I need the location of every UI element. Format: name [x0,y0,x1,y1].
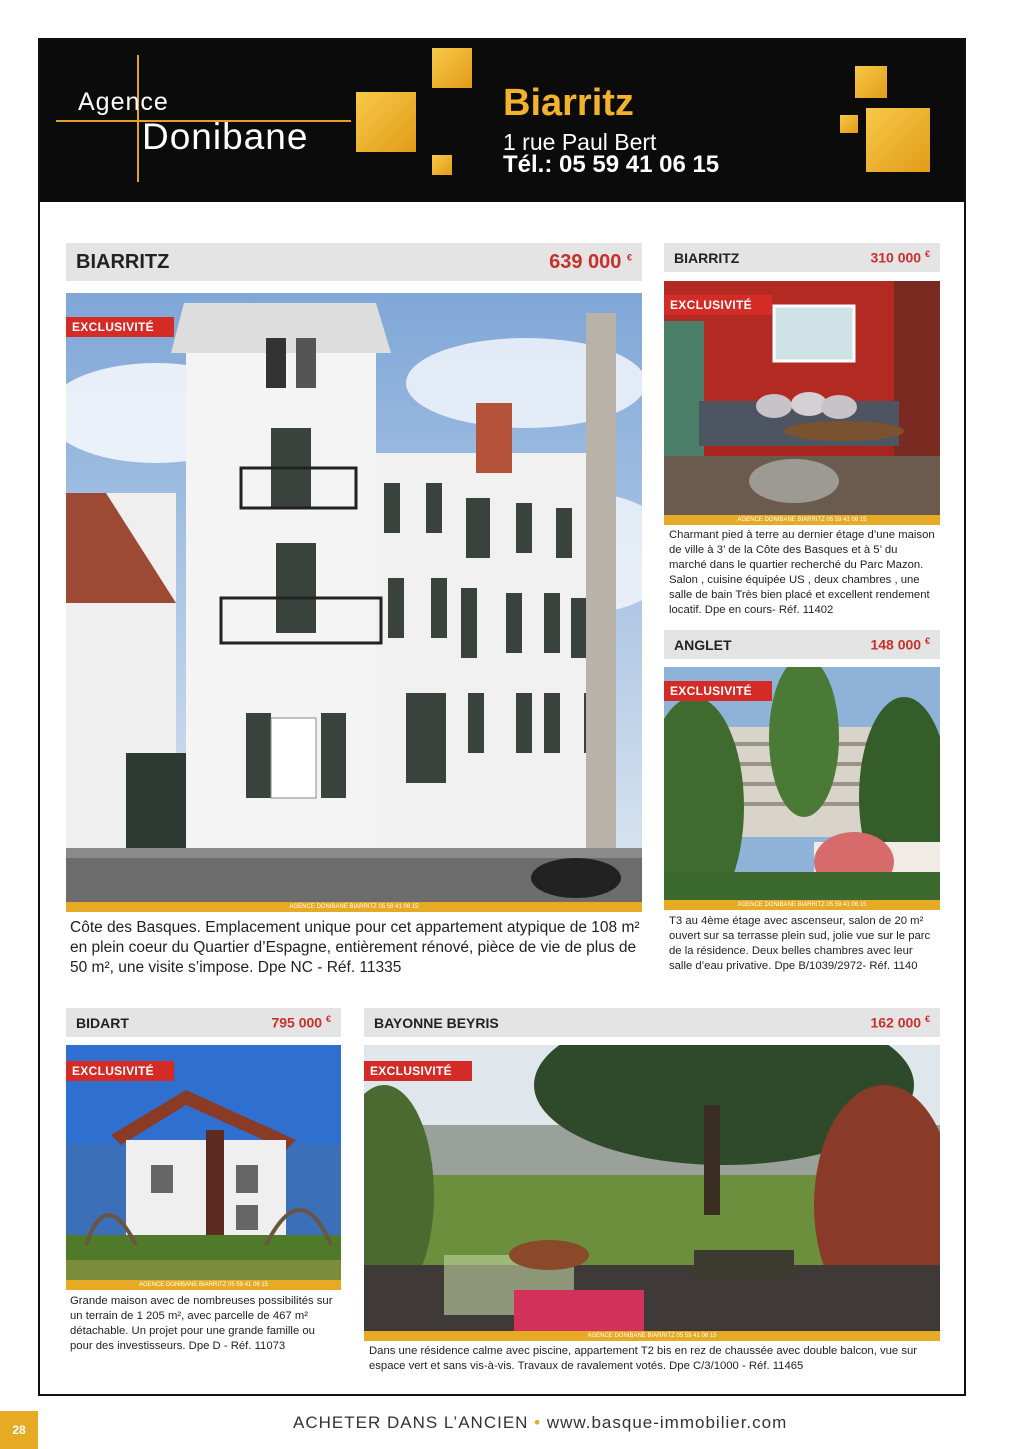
listing-location: BIARRITZ [76,250,170,273]
listing-description: Charmant pied à terre au dernier étage d’une maison de ville à 3’ de la Côte des Basques et à 5’ du marché dans le quartier recherché du Parc Mazon. Salon , cuisine équipée US , deux chambres , une salle de bain Très bien placé et excellent rendement locatif. Dpe en cours- Réf. 11402 [669,529,935,616]
building-photo-icon [66,293,642,912]
listing-title-bar [66,243,642,281]
living-room-photo-icon [664,281,940,525]
listing-location: BIARRITZ [674,249,740,266]
garden-photo-icon [364,1045,940,1341]
logo-square [432,48,472,88]
photo-credit: AGENCE DONIBANE BIARRITZ 05 59 41 06 15 [364,1331,940,1341]
logo-square [356,92,416,152]
photo-credit: AGENCE DONIBANE BIARRITZ 05 59 41 06 15 [66,1280,341,1290]
listing-price: 795 000 € [271,1014,331,1031]
page-number: 28 [0,1411,38,1449]
listing-title-bar [364,1008,940,1037]
logo-donibane-text: Donibane [142,116,309,157]
listing-location: BAYONNE BEYRIS [374,1014,499,1031]
listing-photo[interactable] [66,293,642,912]
listing-location: BIDART [76,1014,129,1031]
footer-separator: • [534,1413,542,1432]
listing-description: T3 au 4ème étage avec ascenseur, salon de 20 m² ouvert sur sa terrasse plein sud, jolie vue sur le parc de la résidence. Deux belles chambres avec leur salle d’eau privative. Dpe B/1039/2972- Réf. 1140 [669,915,931,972]
listing-title-bar [664,630,940,659]
listing-price: 310 000 € [870,249,930,266]
listing-photo[interactable] [364,1045,940,1341]
listing-location: ANGLET [674,636,732,653]
agency-phone: Tél.: 05 59 41 06 15 [503,151,720,178]
photo-credit: AGENCE DONIBANE BIARRITZ 05 59 41 06 15 [66,902,642,912]
website-link[interactable]: www.basque-immobilier.com [546,1413,788,1432]
logo-square [855,66,887,98]
exclusivity-badge: EXCLUSIVITÉ [66,1061,174,1081]
listing-description: Grande maison avec de nombreuses possibilités sur un terrain de 1 205 m², avec parcelle de 467 m² détachable. Un projet pour une grande famille ou pour des investisseurs. Dpe D - Réf. 11073 [70,1295,333,1352]
listing-price: 162 000 € [870,1014,930,1031]
footer-tagline [293,1413,787,1433]
logo-line [137,55,139,182]
exclusivity-badge: EXCLUSIVITÉ [364,1061,472,1081]
photo-credit: AGENCE DONIBANE BIARRITZ 05 59 41 06 15 [664,900,940,910]
listing-title-bar [66,1008,341,1037]
footer-tagline-text: ACHETER DANS L’ANCIEN [293,1413,529,1432]
exclusivity-badge: EXCLUSIVITÉ [664,295,772,315]
photo-credit: AGENCE DONIBANE BIARRITZ 05 59 41 06 15 [664,515,940,525]
listing-price: 148 000 € [870,636,930,653]
exclusivity-badge: EXCLUSIVITÉ [66,317,174,337]
listing-title-bar [664,243,940,272]
listing-photo[interactable] [66,1045,341,1290]
listing-description: Dans une résidence calme avec piscine, appartement T2 bis en rez de chaussée avec double balcon, vue sur espace vert et sans vis-à-vis. Travaux de ravalement votés. Dpe C/3/1000 - Réf. 11465 [369,1345,918,1372]
logo-square [432,155,452,175]
agency-address: 1 rue Paul Bert [503,129,657,155]
listing-photo[interactable] [664,281,940,525]
agency-city: Biarritz [503,82,634,124]
listing-description: Côte des Basques. Emplacement unique pour cet appartement atypique de 108 m² en plein coeur du Quartier d’Espagne, entièrement rénové, pièce de vie de plus de 50 m², une visite s’impose. Dpe NC - Réf. 11335 [70,919,640,976]
logo-square [866,108,930,172]
listing-photo[interactable] [664,667,940,910]
logo-agence-text: Agence [78,88,169,116]
listing-price: 639 000 € [549,250,632,273]
park-photo-icon [664,667,940,910]
exclusivity-badge: EXCLUSIVITÉ [664,681,772,701]
logo-square [840,115,858,133]
house-photo-icon [66,1045,341,1290]
